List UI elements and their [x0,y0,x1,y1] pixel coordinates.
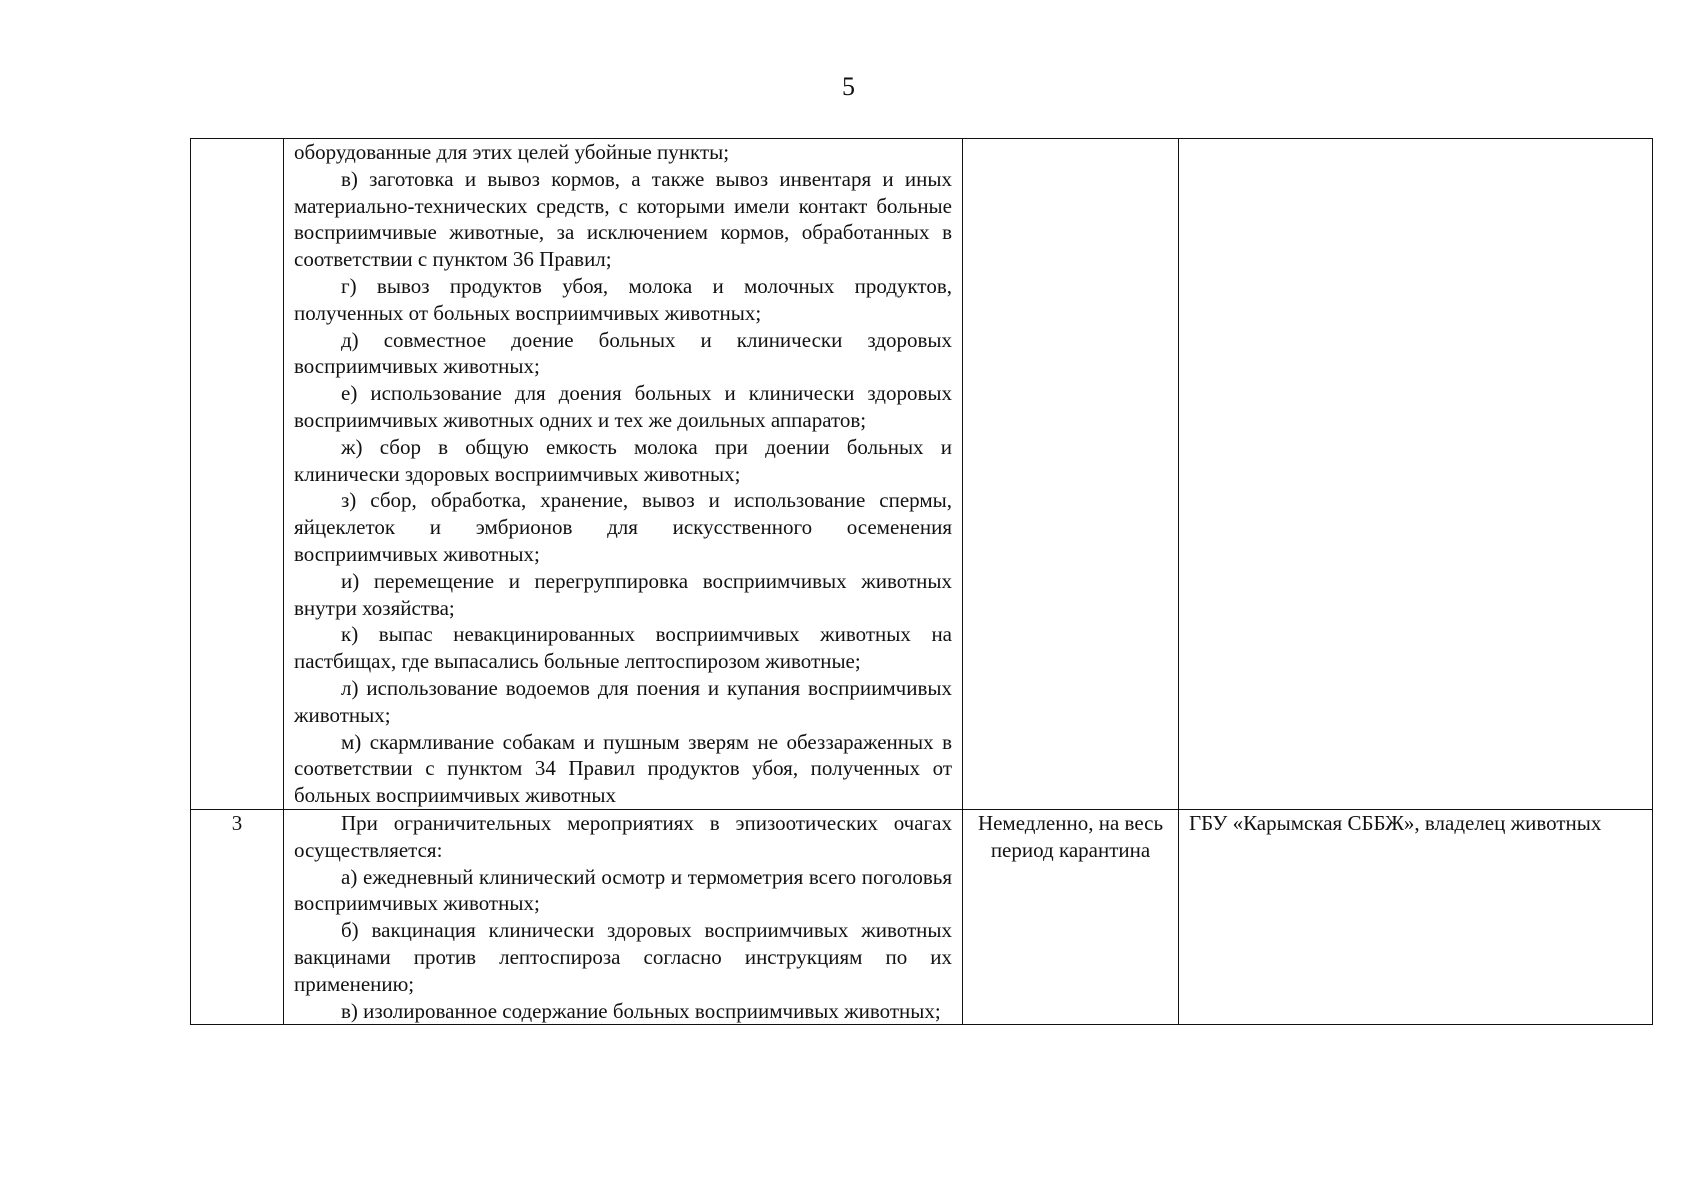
term-cell [963,139,1179,810]
measure-paragraph: в) заготовка и вывоз кормов, а также вывоз инвентаря и иных материально-технических средств, с которыми имели контакт больные восприимчивые животные, за исключением кормов, обработанных в соответствии с пунктом 36 Правил; [294,166,952,272]
row-number-cell: 3 [191,809,284,1024]
responsible-cell [1179,139,1653,810]
measures-table [190,138,1653,1025]
measure-paragraph: г) вывоз продуктов убоя, молока и молочных продуктов, полученных от больных восприимчивых животных; [294,273,952,325]
measure-paragraph: д) совместное доение больных и клинически здоровых восприимчивых животных; [294,327,952,379]
measure-paragraph: и) перемещение и перегруппировка восприимчивых животных внутри хозяйства; [294,568,952,620]
term-cell: Немедленно, на весь период карантина [963,809,1179,1024]
page-number: 5 [842,72,855,101]
measure-paragraph: е) использование для доения больных и клинически здоровых восприимчивых животных одних и тех же доильных аппаратов; [294,381,952,432]
measure-paragraph: оборудованные для этих целей убойные пункты; [294,140,730,164]
measure-paragraph: м) скармливание собакам и пушным зверям не обеззараженных в соответствии с пунктом 34 Правил продуктов убоя, полученных от больных восприимчивых животных [294,729,952,808]
measure-paragraph: а) ежедневный клинический осмотр и термометрия всего поголовья восприимчивых животных; [294,864,952,916]
measure-paragraph: ж) сбор в общую емкость молока при доении больных и клинически здоровых восприимчивых животных; [294,434,952,486]
measure-paragraph: к) выпас невакцинированных восприимчивых животных на пастбищах, где выпасались больные лептоспирозом животные; [294,622,952,674]
table-row [191,139,1653,810]
measure-paragraph: При ограничительных мероприятиях в эпизоотических очагах осуществляется: [294,810,952,862]
row-number-cell [191,139,284,810]
measure-paragraph: з) сбор, обработка, хранение, вывоз и использование спермы, яйцеклеток и эмбрионов для искусственного осеменения восприимчивых животных; [294,488,952,566]
measure-text-cell [284,139,963,810]
measure-paragraph: л) использование водоемов для поения и купания восприимчивых животных; [294,675,952,727]
measure-paragraph: б) вакцинация клинически здоровых восприимчивых животных вакцинами против лептоспироза согласно инструкциям по их применению; [294,918,952,996]
measure-text-cell [284,809,963,1024]
table-row [191,809,1653,1024]
measure-paragraph: в) изолированное содержание больных восприимчивых животных; [341,998,941,1023]
responsible-cell: ГБУ «Карымская СББЖ», владелец животных [1179,809,1653,1024]
